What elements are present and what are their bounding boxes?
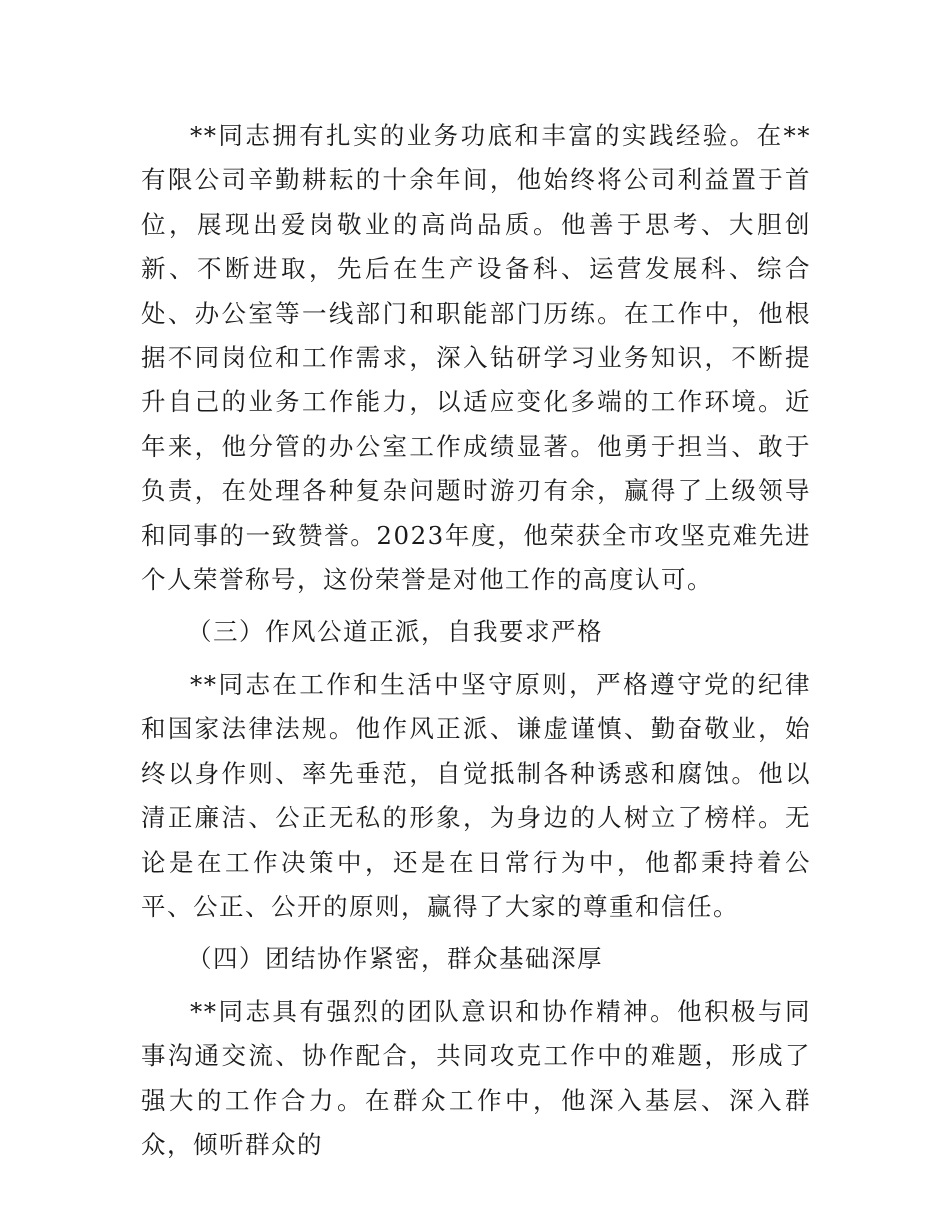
paragraph-integrity: **同志在工作和生活中坚守原则，严格遵守党的纪律和国家法律法规。他作风正派、谦虚谨慎、勤奋敬业，始终以身作则、率先垂范，自觉抵制各种诱惑和腐蚀。他以清正廉洁、公正无私的形象，为身边的人树立了榜样。无论是在工作决策中，还是在日常行为中，他都秉持着公平、公正、公开的原则，赢得了大家的尊重和信任。 bbox=[141, 669, 811, 921]
paragraph-teamwork: **同志具有强烈的团队意识和协作精神。他积极与同事沟通交流、协作配合，共同攻克工作中的难题，形成了强大的工作合力。在群众工作中，他深入基层、深入群众，倾听群众的 bbox=[141, 996, 811, 1159]
spacer bbox=[141, 655, 811, 663]
document-body bbox=[141, 114, 811, 1167]
paragraph-work-experience: **同志拥有扎实的业务功底和丰富的实践经验。在**有限公司辛勤耕耘的十余年间，他始终将公司利益置于首位，展现出爱岗敬业的高尚品质。他善于思考、大胆创新、不断进取，先后在生产设备科、运营发展科、综合处、办公室等一线部门和职能部门历练。在工作中，他根据不同岗位和工作需求，深入钻研学习业务知识，不断提升自己的业务工作能力，以适应变化多端的工作环境。近年来，他分管的办公室工作成绩显著。他勇于担当、敢于负责，在处理各种复杂问题时游刃有余，赢得了上级领导和同事的一致赞誉。2023年度，他荣获全市攻坚克难先进个人荣誉称号，这份荣誉是对他工作的高度认可。 bbox=[141, 121, 811, 595]
spacer bbox=[141, 982, 811, 990]
section-heading-3: （三）作风公道正派，自我要求严格 bbox=[187, 617, 603, 647]
spacer bbox=[141, 929, 811, 937]
spacer bbox=[141, 602, 811, 610]
section-heading-4: （四）团结协作紧密，群众基础深厚 bbox=[187, 944, 603, 974]
